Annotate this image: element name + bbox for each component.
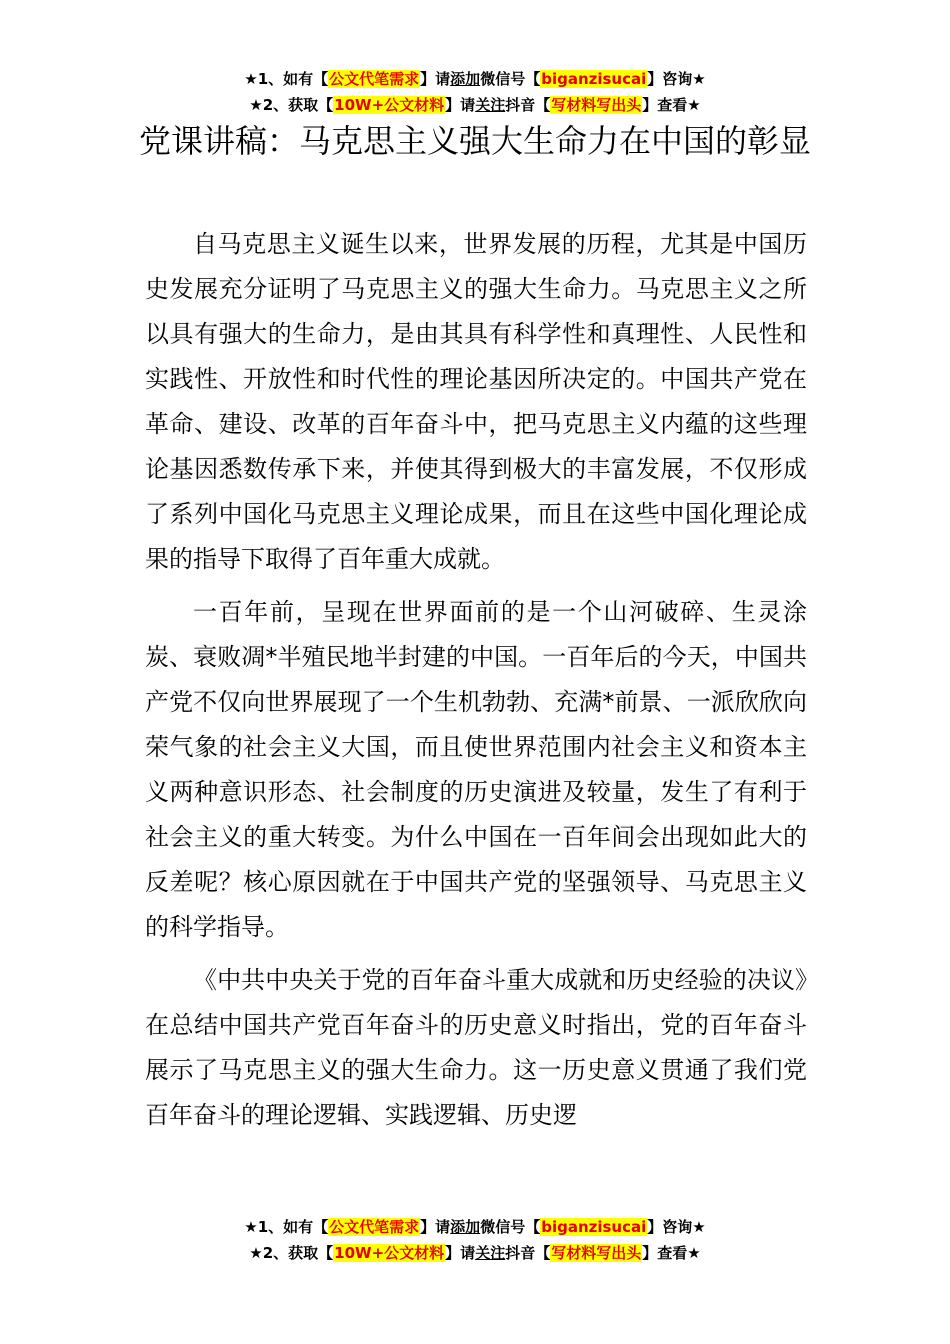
banner-line-1 [0,1214,950,1240]
banner-wechat-id: biganzisucai [541,70,647,88]
banner-text: 抖音【 [505,1244,551,1262]
banner-underline: 添加 [450,70,481,88]
star-icon: ★ [249,96,263,114]
banner-text: 2、获取【 [262,1244,334,1262]
banner-text: 】查看 [642,1244,688,1262]
banner-text: 】请 [445,1244,476,1262]
banner-highlight: 公文代笔需求 [329,1218,420,1236]
header-banner [0,66,950,118]
paragraph: 自马克思主义诞生以来，世界发展的历程，尤其是中国历史发展充分证明了马克思主义的强大生命力。马克思主义之所以具有强大的生命力，是由其具有科学性和真理性、人民性和实践性、开放性和时代性的理论基因所决定的。中国共产党在革命、建设、改革的百年奋斗中，把马克思主义内蕴的这些理论基因悉数传承下来，并使其得到极大的丰富发展，不仅形成了系列中国化马克思主义理论成果，而且在这些中国化理论成果的指导下取得了百年重大成就。 [145,230,807,573]
banner-underline: 关注 [475,96,506,114]
star-icon: ★ [692,1218,706,1236]
banner-douyin-id: 写材料写出头 [551,1244,642,1262]
footer-banner [0,1214,950,1266]
star-icon: ★ [249,1244,263,1262]
star-icon: ★ [687,96,701,114]
star-icon: ★ [687,1244,701,1262]
banner-text: 】咨询 [647,70,693,88]
banner-line-2 [0,92,950,118]
banner-highlight: 10W+公文材料 [334,1244,445,1262]
star-icon: ★ [244,1218,258,1236]
banner-highlight: 10W+公文材料 [334,96,445,114]
document-body [145,222,807,1146]
banner-underline: 添加 [450,1218,481,1236]
banner-text: 2、获取【 [262,96,334,114]
star-icon: ★ [244,70,258,88]
banner-text: 1、如有【 [257,70,329,88]
banner-line-1 [0,66,950,92]
banner-douyin-id: 写材料写出头 [551,96,642,114]
banner-text: 】请 [420,1218,451,1236]
banner-text: 】咨询 [647,1218,693,1236]
banner-line-2 [0,1240,950,1266]
banner-text: 微信号【 [480,1218,541,1236]
banner-underline: 关注 [475,1244,506,1262]
star-icon: ★ [692,70,706,88]
banner-text: 】请 [420,70,451,88]
paragraph: 《中共中央关于党的百年奋斗重大成就和历史经验的决议》在总结中国共产党百年奋斗的历史意义时指出，党的百年奋斗展示了马克思主义的强大生命力。这一历史意义贯通了我们党百年奋斗的理论逻辑、实践逻辑、历史逻 [145,966,807,1129]
banner-text: 】请 [445,96,476,114]
banner-text: 微信号【 [480,70,541,88]
banner-text: 】查看 [642,96,688,114]
banner-text: 抖音【 [505,96,551,114]
paragraph: 一百年前，呈现在世界面前的是一个山河破碎、生灵涂炭、衰败凋*半殖民地半封建的中国。一百年后的今天，中国共产党不仅向世界展现了一个生机勃勃、充满*前景、一派欣欣向荣气象的社会主义大国，而且使世界范围内社会主义和资本主义两种意识形态、社会制度的历史演进及较量，发生了有利于社会主义的重大转变。为什么中国在一百年间会出现如此大的反差呢？核心原因就在于中国共产党的坚强领导、马克思主义的科学指导。 [145,598,807,941]
banner-text: 1、如有【 [257,1218,329,1236]
document-title: 党课讲稿：马克思主义强大生命力在中国的彰显 [138,122,811,160]
banner-highlight: 公文代笔需求 [329,70,420,88]
banner-wechat-id: biganzisucai [541,1218,647,1236]
